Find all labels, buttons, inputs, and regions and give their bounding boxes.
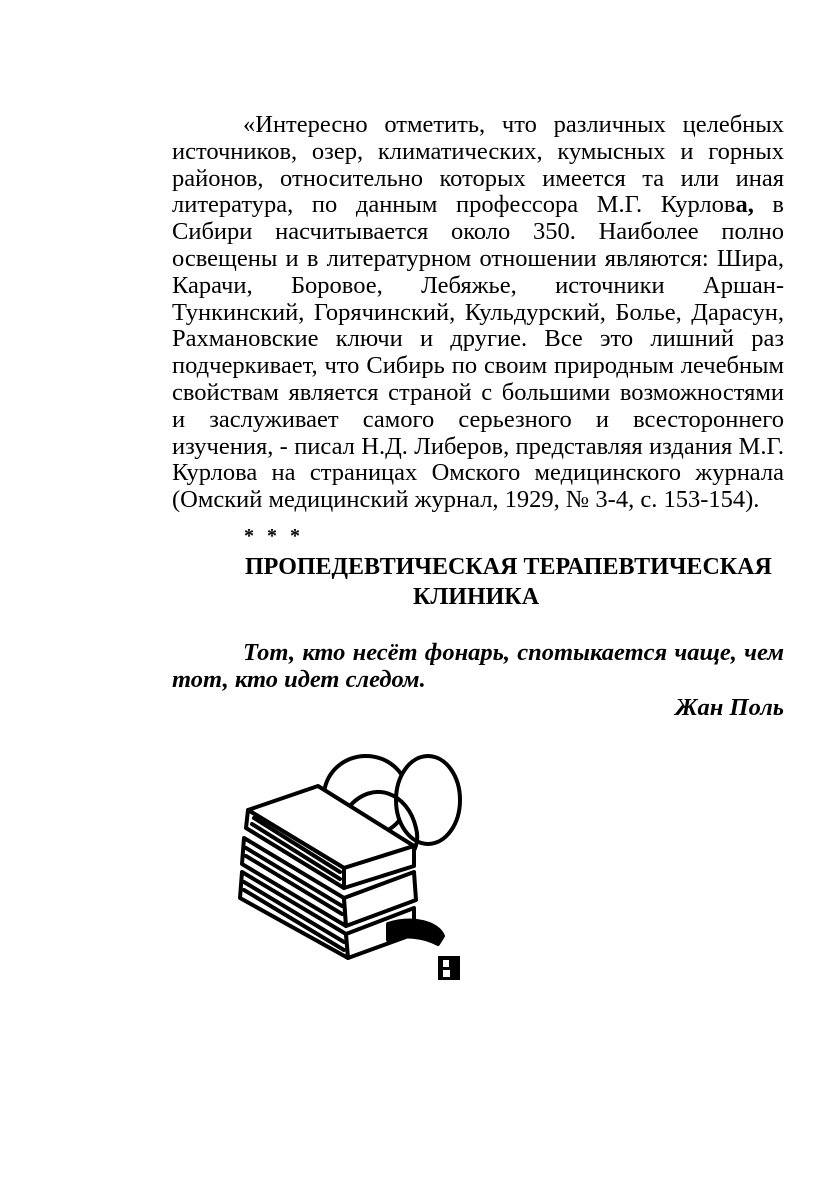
books-stack-illustration [238,748,470,983]
section-separator: * * * [244,525,304,547]
heading-line-2: КЛИНИКА [413,584,540,610]
body-text [172,112,784,514]
epigraph-text: Тот, кто несёт фонарь, спотыкается чаще, чем тот, кто идет следом. [172,639,784,693]
quote-paragraph [172,112,784,514]
paragraph-part-2: в Сибири насчитывается около 350. Наиболее полно освещены и в литературном отношении являются: Шира, Карачи, Боровое, Лебяжье, источники Аршан-Тункинский, Горячинский, Кульдурский, Болье, Дарасун, Рахмановские ключи и другие. Все это лишний раз подчеркивает, что Сибирь по своим природным лечебным свойствам является страной с большими возможностями и заслуживает самого серьезного и всестороннего изучения, - писал Н.Д. Либеров, представляя издания М.Г. Курлова на страницах Омского медицинского журнала (Омский медицинский журнал, 1929, № 3-4, с. 153-154). [172,191,784,514]
paragraph-bold-fragment: а, [735,191,754,219]
heading-line-1: ПРОПЕДЕВТИЧЕСКАЯ ТЕРАПЕВТИЧЕСКАЯ [245,554,772,580]
monogram-icon [438,956,460,980]
epigraph-author: Жан Поль [675,694,784,721]
paragraph-part-1: «Интересно отметить, что различных целебных источников, озер, климатических, кумысных и горных районов, относительно которых имеется та или иная литература, по данным профессора М.Г. Курлов [172,111,784,219]
section-heading [172,552,839,612]
